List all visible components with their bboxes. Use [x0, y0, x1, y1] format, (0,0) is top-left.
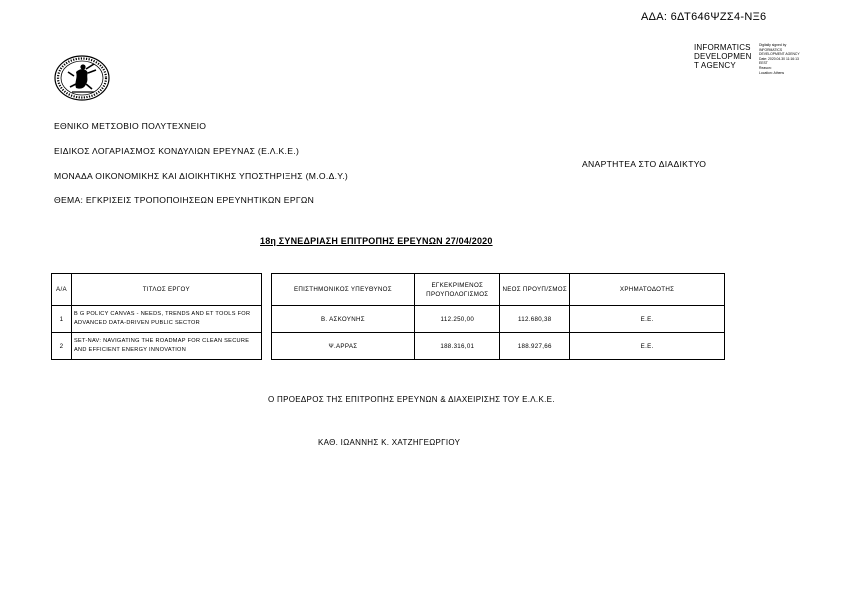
header-funder: ΧΡΗΜΑΤΟΔΟΤΗΣ — [570, 274, 725, 306]
header-title: ΤΙΤΛΟΣ ΕΡΓΟΥ — [71, 274, 261, 306]
signature-detail: Location: Athens — [759, 70, 785, 75]
projects-table — [51, 273, 725, 360]
signatory-name: ΚΑΘ. ΙΩΑΝΝΗΣ Κ. ΧΑΤΖΗΓΕΩΡΓΙΟΥ — [318, 438, 461, 447]
cell-responsible: Β. ΑΣΚΟΥΝΗΣ — [271, 306, 415, 333]
signature-line: INFORMATICS — [694, 43, 751, 52]
table-row — [52, 333, 725, 360]
signature-line: T AGENCY — [694, 61, 736, 70]
header-new-budget: ΝΕΟΣ ΠΡΟΥΠ/ΣΜΟΣ — [500, 274, 570, 306]
header-gap — [261, 274, 271, 306]
cell-responsible: Ψ.ΑΡΡΑΣ — [271, 333, 415, 360]
cell-gap — [261, 306, 271, 333]
meeting-title: 18η ΣΥΝΕΔΡΙΑΣΗ ΕΠΙΤΡΟΠΗΣ ΕΡΕΥΝΩΝ 27/04/2020 — [260, 236, 493, 246]
cell-new-budget: 112.680,38 — [500, 306, 570, 333]
signature-detail: Date: 2020.04.30 11:16:13 — [759, 56, 799, 61]
university-seal-logo — [52, 54, 112, 102]
signatory-role: Ο ΠΡΟΕΔΡΟΣ ΤΗΣ ΕΠΙΤΡΟΠΗΣ ΕΡΕΥΝΩΝ & ΔΙΑΧΕΙΡΙΣΗΣ ΤΟΥ Ε.Λ.Κ.Ε. — [268, 395, 555, 404]
signature-detail: Reason: — [759, 65, 772, 70]
ada-code: ΑΔΑ: 6ΔΤ646ΨΖΣ4-ΝΞ6 — [641, 11, 767, 23]
cell-aa: 2 — [52, 333, 72, 360]
header-responsible: ΕΠΙΣΤΗΜΟΝΙΚΟΣ ΥΠΕΥΘΥΝΟΣ — [271, 274, 415, 306]
cell-funder: Ε.Ε. — [570, 306, 725, 333]
cell-new-budget: 188.927,66 — [500, 333, 570, 360]
unit-name: ΜΟΝΑΔΑ ΟΙΚΟΝΟΜΙΚΗΣ ΚΑΙ ΔΙΟΙΚΗΤΙΚΗΣ ΥΠΟΣΤΗΡΙΞΗΣ (Μ.Ο.Δ.Υ.) — [54, 171, 349, 181]
table-header-row — [52, 274, 725, 306]
signature-detail: DEVELOPMENT AGENCY — [759, 52, 800, 57]
signature-detail: INFORMATICS — [759, 47, 783, 52]
cell-title: B G POLICY CANVAS - NEEDS, TRENDS AND ET TOOLS FOR ADVANCED DATA-DRIVEN PUBLIC SECTOR — [71, 306, 261, 333]
table-row — [52, 306, 725, 333]
cell-title: SET-NAV: NAVIGATING THE ROADMAP FOR CLEAN SECURE AND EFFICIENT ENERGY INNOVATION — [71, 333, 261, 360]
digital-signature-name — [694, 43, 756, 70]
post-online-note: ΑΝΑΡΤΗΤΕΑ ΣΤΟ ΔΙΑΔΙΚΤΥΟ — [582, 159, 707, 169]
institution-name: ΕΘΝΙΚΟ ΜΕΤΣΟΒΙΟ ΠΟΛΥΤΕΧΝΕΙΟ — [54, 121, 207, 131]
header-approved-budget: ΕΓΚΕΚΡΙΜΕΝΟΣ ΠΡΟΥΠΟΛΟΓΙΣΜΟΣ — [415, 274, 500, 306]
digital-signature-details — [759, 43, 825, 75]
cell-approved-budget: 188.316,01 — [415, 333, 500, 360]
cell-aa: 1 — [52, 306, 72, 333]
account-name: ΕΙΔΙΚΟΣ ΛΟΓΑΡΙΑΣΜΟΣ ΚΟΝΔΥΛΙΩΝ ΕΡΕΥΝΑΣ (Ε.Λ.Κ.Ε.) — [54, 146, 300, 156]
cell-approved-budget: 112.250,00 — [415, 306, 500, 333]
cell-funder: Ε.Ε. — [570, 333, 725, 360]
signature-detail: EEST — [759, 61, 768, 66]
cell-gap — [261, 333, 271, 360]
signature-detail: Digitally signed by — [759, 43, 787, 47]
document-subject: ΘΕΜΑ: ΕΓΚΡΙΣΕΙΣ ΤΡΟΠΟΠΟΙΗΣΕΩΝ ΕΡΕΥΝΗΤΙΚΩΝ ΕΡΓΩΝ — [54, 195, 315, 205]
header-aa: Α/Α — [52, 274, 72, 306]
signature-line: DEVELOPMEN — [694, 52, 752, 61]
